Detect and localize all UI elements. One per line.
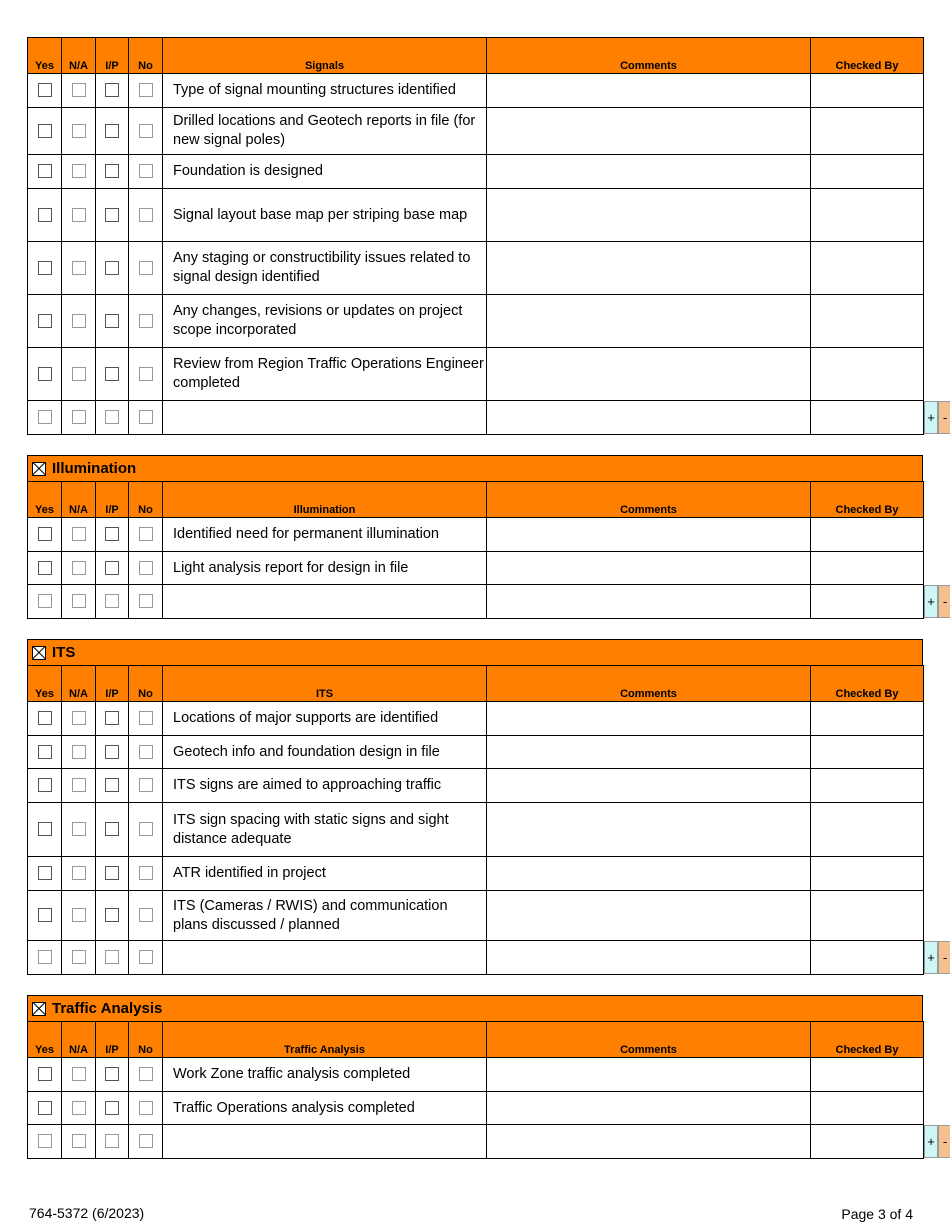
- item-text: Identified need for permanent illumination: [163, 518, 487, 552]
- traffic-analysis-section: [27, 995, 948, 1159]
- remove-row-button[interactable]: -: [938, 585, 950, 618]
- its-table: [27, 665, 948, 975]
- item-text: ITS signs are aimed to approaching traffic: [163, 769, 487, 803]
- na-checkbox[interactable]: [72, 527, 86, 541]
- checked-by-field[interactable]: [811, 736, 924, 769]
- ip-checkbox[interactable]: [105, 83, 119, 97]
- col-checked-by: Checked By: [811, 38, 924, 74]
- na-checkbox[interactable]: [72, 208, 86, 222]
- ip-checkbox[interactable]: [105, 410, 119, 424]
- table-row: [28, 242, 924, 295]
- section-title: ITS: [52, 644, 76, 661]
- ip-checkbox[interactable]: [105, 164, 119, 178]
- item-text: Geotech info and foundation design in file: [163, 736, 487, 769]
- checked-by-field[interactable]: [811, 108, 924, 155]
- item-text: ITS sign spacing with static signs and sight distance adequate: [163, 803, 487, 857]
- item-text: Locations of major supports are identified: [163, 702, 487, 736]
- no-checkbox[interactable]: [139, 367, 153, 381]
- table-row: [28, 348, 924, 401]
- section-title-bar: [27, 639, 923, 665]
- checked-by-field[interactable]: [811, 155, 924, 189]
- yes-checkbox[interactable]: [38, 208, 52, 222]
- table-row: [28, 189, 924, 242]
- section-title: Traffic Analysis: [52, 1000, 163, 1017]
- item-text-input[interactable]: [163, 585, 487, 619]
- ip-checkbox[interactable]: [105, 908, 119, 922]
- yes-checkbox[interactable]: [38, 1134, 52, 1148]
- checked-by-field[interactable]: [811, 295, 924, 348]
- checked-by-field[interactable]: [811, 1092, 924, 1125]
- item-text: ATR identified in project: [163, 857, 487, 891]
- na-checkbox[interactable]: [72, 367, 86, 381]
- no-checkbox[interactable]: [139, 314, 153, 328]
- table-row: [28, 769, 924, 803]
- col-yes: Yes: [28, 482, 62, 518]
- comments-field[interactable]: [487, 736, 811, 769]
- na-checkbox[interactable]: [72, 164, 86, 178]
- col-yes: Yes: [28, 38, 62, 74]
- table-row: [28, 585, 924, 619]
- no-checkbox[interactable]: [139, 1101, 153, 1115]
- yes-checkbox[interactable]: [38, 908, 52, 922]
- na-checkbox[interactable]: [72, 561, 86, 575]
- no-checkbox[interactable]: [139, 527, 153, 541]
- na-checkbox[interactable]: [72, 950, 86, 964]
- col-comments: Comments: [487, 38, 811, 74]
- comments-field[interactable]: [487, 585, 811, 619]
- comments-field[interactable]: [487, 552, 811, 585]
- col-no: No: [129, 482, 163, 518]
- checked-by-field[interactable]: [811, 348, 924, 401]
- col-no: No: [129, 1022, 163, 1058]
- checked-by-field[interactable]: [811, 552, 924, 585]
- no-checkbox[interactable]: [139, 711, 153, 725]
- table-row: [28, 736, 924, 769]
- no-checkbox[interactable]: [139, 822, 153, 836]
- comments-field[interactable]: [487, 769, 811, 803]
- checked-by-field[interactable]: [811, 74, 924, 108]
- table-row: [28, 155, 924, 189]
- no-checkbox[interactable]: [139, 745, 153, 759]
- checked-by-field[interactable]: [811, 891, 924, 941]
- section-title: Illumination: [52, 460, 137, 477]
- no-checkbox[interactable]: [139, 1134, 153, 1148]
- yes-checkbox[interactable]: [38, 1067, 52, 1081]
- table-row: [28, 803, 924, 857]
- na-checkbox[interactable]: [72, 745, 86, 759]
- na-checkbox[interactable]: [72, 711, 86, 725]
- no-checkbox[interactable]: [139, 950, 153, 964]
- item-text-input[interactable]: [163, 941, 487, 975]
- na-checkbox[interactable]: [72, 1067, 86, 1081]
- ip-checkbox[interactable]: [105, 950, 119, 964]
- add-row-button[interactable]: +: [924, 585, 938, 618]
- comments-field[interactable]: [487, 1092, 811, 1125]
- col-no: No: [129, 38, 163, 74]
- yes-checkbox[interactable]: [38, 367, 52, 381]
- ip-checkbox[interactable]: [105, 594, 119, 608]
- na-checkbox[interactable]: [72, 83, 86, 97]
- na-checkbox[interactable]: [72, 1134, 86, 1148]
- ip-checkbox[interactable]: [105, 124, 119, 138]
- col-item: Traffic Analysis: [163, 1022, 487, 1058]
- yes-checkbox[interactable]: [38, 164, 52, 178]
- comments-field[interactable]: [487, 74, 811, 108]
- row-controls: [924, 1125, 950, 1158]
- ip-checkbox[interactable]: [105, 711, 119, 725]
- section-toggle-checkbox[interactable]: [32, 1002, 46, 1016]
- ip-checkbox[interactable]: [105, 367, 119, 381]
- table-row: [28, 108, 924, 155]
- na-checkbox[interactable]: [72, 866, 86, 880]
- comments-field[interactable]: [487, 941, 811, 975]
- yes-checkbox[interactable]: [38, 778, 52, 792]
- na-checkbox[interactable]: [72, 124, 86, 138]
- yes-checkbox[interactable]: [38, 124, 52, 138]
- no-checkbox[interactable]: [139, 83, 153, 97]
- item-text: Work Zone traffic analysis completed: [163, 1058, 487, 1092]
- checked-by-field[interactable]: [811, 242, 924, 295]
- col-na: N/A: [62, 1022, 96, 1058]
- yes-checkbox[interactable]: [38, 594, 52, 608]
- table-row: [28, 891, 924, 941]
- yes-checkbox[interactable]: [38, 561, 52, 575]
- comments-field[interactable]: [487, 1058, 811, 1092]
- section-toggle-checkbox[interactable]: [32, 646, 46, 660]
- row-controls: [924, 941, 950, 974]
- col-checked-by: Checked By: [811, 666, 924, 702]
- col-na: N/A: [62, 482, 96, 518]
- yes-checkbox[interactable]: [38, 1101, 52, 1115]
- ip-checkbox[interactable]: [105, 561, 119, 575]
- table-row: [28, 857, 924, 891]
- col-comments: Comments: [487, 482, 811, 518]
- na-checkbox[interactable]: [72, 410, 86, 424]
- comments-field[interactable]: [487, 295, 811, 348]
- checked-by-field[interactable]: [811, 585, 948, 619]
- checked-by-field[interactable]: [811, 857, 924, 891]
- col-ip: I/P: [96, 666, 129, 702]
- na-checkbox[interactable]: [72, 261, 86, 275]
- comments-field[interactable]: [487, 702, 811, 736]
- ip-checkbox[interactable]: [105, 1067, 119, 1081]
- item-text: Signal layout base map per striping base map: [163, 189, 487, 242]
- comments-field[interactable]: [487, 401, 811, 435]
- no-checkbox[interactable]: [139, 778, 153, 792]
- col-no: No: [129, 666, 163, 702]
- yes-checkbox[interactable]: [38, 314, 52, 328]
- comments-field[interactable]: [487, 803, 811, 857]
- no-checkbox[interactable]: [139, 866, 153, 880]
- col-checked-by: Checked By: [811, 482, 924, 518]
- table-header-row: [28, 482, 924, 518]
- add-row-button[interactable]: +: [924, 1125, 938, 1158]
- table-row: [28, 702, 924, 736]
- comments-field[interactable]: [487, 857, 811, 891]
- yes-checkbox[interactable]: [38, 527, 52, 541]
- remove-row-button[interactable]: -: [938, 941, 950, 974]
- comments-field[interactable]: [487, 348, 811, 401]
- yes-checkbox[interactable]: [38, 745, 52, 759]
- item-text: Any staging or constructibility issues related to signal design identified: [163, 242, 487, 295]
- row-controls: [924, 585, 950, 618]
- item-text: Any changes, revisions or updates on project scope incorporated: [163, 295, 487, 348]
- na-checkbox[interactable]: [72, 908, 86, 922]
- comments-field[interactable]: [487, 108, 811, 155]
- table-row: [28, 941, 924, 975]
- signals-section: [27, 37, 948, 435]
- no-checkbox[interactable]: [139, 124, 153, 138]
- table-row: [28, 401, 924, 435]
- ip-checkbox[interactable]: [105, 822, 119, 836]
- ip-checkbox[interactable]: [105, 745, 119, 759]
- illumination-table: [27, 481, 948, 619]
- ip-checkbox[interactable]: [105, 1101, 119, 1115]
- table-header-row: [28, 1022, 924, 1058]
- col-checked-by: Checked By: [811, 1022, 924, 1058]
- no-checkbox[interactable]: [139, 410, 153, 424]
- comments-field[interactable]: [487, 155, 811, 189]
- form-number: 764-5372 (6/2023): [29, 1205, 145, 1221]
- checked-by-field[interactable]: [811, 1058, 924, 1092]
- table-row: [28, 1092, 924, 1125]
- col-comments: Comments: [487, 1022, 811, 1058]
- col-ip: I/P: [96, 482, 129, 518]
- yes-checkbox[interactable]: [38, 822, 52, 836]
- item-text-input[interactable]: [163, 1125, 487, 1159]
- yes-checkbox[interactable]: [38, 410, 52, 424]
- traffic-analysis-table: [27, 1021, 948, 1159]
- ip-checkbox[interactable]: [105, 314, 119, 328]
- checked-by-field[interactable]: [811, 401, 948, 435]
- table-row: [28, 1058, 924, 1092]
- col-item: ITS: [163, 666, 487, 702]
- comments-field[interactable]: [487, 1125, 811, 1159]
- no-checkbox[interactable]: [139, 908, 153, 922]
- checked-by-field[interactable]: [811, 189, 924, 242]
- signals-table: [27, 37, 948, 435]
- no-checkbox[interactable]: [139, 164, 153, 178]
- add-row-button[interactable]: +: [924, 941, 938, 974]
- item-text: Light analysis report for design in file: [163, 552, 487, 585]
- item-text: Review from Region Traffic Operations Engineer completed: [163, 348, 487, 401]
- col-na: N/A: [62, 38, 96, 74]
- table-row: [28, 74, 924, 108]
- comments-field[interactable]: [487, 518, 811, 552]
- illumination-section: [27, 455, 948, 619]
- no-checkbox[interactable]: [139, 1067, 153, 1081]
- page-number: Page 3 of 4: [841, 1206, 913, 1222]
- ip-checkbox[interactable]: [105, 208, 119, 222]
- section-title-bar: [27, 455, 923, 481]
- comments-field[interactable]: [487, 189, 811, 242]
- add-row-button[interactable]: +: [924, 401, 938, 434]
- col-yes: Yes: [28, 666, 62, 702]
- ip-checkbox[interactable]: [105, 527, 119, 541]
- item-text-input[interactable]: [163, 401, 487, 435]
- remove-row-button[interactable]: -: [938, 401, 950, 434]
- checked-by-field[interactable]: [811, 941, 948, 975]
- col-item: Signals: [163, 38, 487, 74]
- ip-checkbox[interactable]: [105, 1134, 119, 1148]
- no-checkbox[interactable]: [139, 208, 153, 222]
- yes-checkbox[interactable]: [38, 83, 52, 97]
- checked-by-field[interactable]: [811, 803, 924, 857]
- comments-field[interactable]: [487, 242, 811, 295]
- item-text: Type of signal mounting structures identified: [163, 74, 487, 108]
- table-row: [28, 518, 924, 552]
- na-checkbox[interactable]: [72, 778, 86, 792]
- na-checkbox[interactable]: [72, 822, 86, 836]
- table-row: [28, 295, 924, 348]
- table-row: [28, 1125, 924, 1159]
- item-text: Foundation is designed: [163, 155, 487, 189]
- table-row: [28, 552, 924, 585]
- item-text: Drilled locations and Geotech reports in file (for new signal poles): [163, 108, 487, 155]
- col-ip: I/P: [96, 1022, 129, 1058]
- col-yes: Yes: [28, 1022, 62, 1058]
- table-header-row: [28, 38, 924, 74]
- checked-by-field[interactable]: [811, 518, 924, 552]
- no-checkbox[interactable]: [139, 261, 153, 275]
- comments-field[interactable]: [487, 891, 811, 941]
- item-text: ITS (Cameras / RWIS) and communication plans discussed / planned: [163, 891, 487, 941]
- yes-checkbox[interactable]: [38, 711, 52, 725]
- table-header-row: [28, 666, 924, 702]
- na-checkbox[interactable]: [72, 1101, 86, 1115]
- its-section: [27, 639, 948, 975]
- col-comments: Comments: [487, 666, 811, 702]
- ip-checkbox[interactable]: [105, 261, 119, 275]
- remove-row-button[interactable]: -: [938, 1125, 950, 1158]
- col-na: N/A: [62, 666, 96, 702]
- col-item: Illumination: [163, 482, 487, 518]
- yes-checkbox[interactable]: [38, 866, 52, 880]
- na-checkbox[interactable]: [72, 314, 86, 328]
- ip-checkbox[interactable]: [105, 866, 119, 880]
- yes-checkbox[interactable]: [38, 261, 52, 275]
- checked-by-field[interactable]: [811, 769, 924, 803]
- no-checkbox[interactable]: [139, 561, 153, 575]
- yes-checkbox[interactable]: [38, 950, 52, 964]
- na-checkbox[interactable]: [72, 594, 86, 608]
- row-controls: [924, 401, 950, 434]
- checked-by-field[interactable]: [811, 1125, 948, 1159]
- item-text: Traffic Operations analysis completed: [163, 1092, 487, 1125]
- col-ip: I/P: [96, 38, 129, 74]
- no-checkbox[interactable]: [139, 594, 153, 608]
- checked-by-field[interactable]: [811, 702, 924, 736]
- section-title-bar: [27, 995, 923, 1021]
- ip-checkbox[interactable]: [105, 778, 119, 792]
- section-toggle-checkbox[interactable]: [32, 462, 46, 476]
